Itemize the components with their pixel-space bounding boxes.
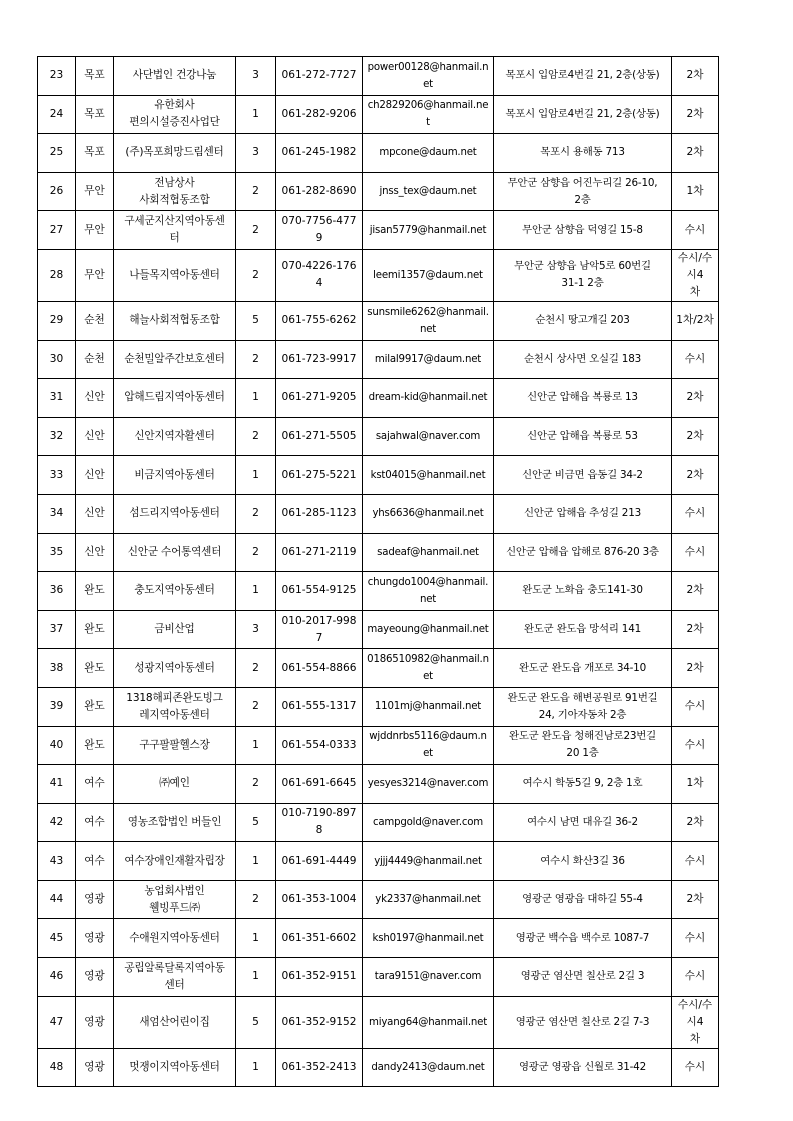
phone-cell: 010-2017-998 7 xyxy=(276,610,363,649)
email-cell: dandy2413@daum.net xyxy=(363,1048,494,1087)
region-cell: 목포 xyxy=(76,134,114,173)
address-cell: 신안군 압해읍 복룡로 53 xyxy=(494,417,672,456)
organization-name-cell: 구세군지산지역아동센 터 xyxy=(114,211,236,250)
count-cell: 1 xyxy=(236,379,276,418)
email-cell: chungdo1004@hanmail. net xyxy=(363,572,494,611)
email-cell: campgold@naver.com xyxy=(363,803,494,842)
organization-name-cell: 압해드림지역아동센터 xyxy=(114,379,236,418)
organization-name-cell: 영농조합법인 버들인 xyxy=(114,803,236,842)
row-number-cell: 37 xyxy=(38,610,76,649)
count-cell: 2 xyxy=(236,880,276,919)
address-cell: 신안군 압해읍 복룡로 13 xyxy=(494,379,672,418)
phone-cell: 061-271-5505 xyxy=(276,417,363,456)
region-cell: 영광 xyxy=(76,880,114,919)
row-number-cell: 30 xyxy=(38,340,76,379)
count-cell: 2 xyxy=(236,340,276,379)
email-cell: leemi1357@daum.net xyxy=(363,249,494,301)
table-row xyxy=(38,95,719,134)
region-cell: 순천 xyxy=(76,301,114,340)
table-row xyxy=(38,249,719,301)
round-cell: 2차 xyxy=(672,803,719,842)
row-number-cell: 45 xyxy=(38,919,76,958)
email-cell: jnss_tex@daum.net xyxy=(363,172,494,211)
region-cell: 여수 xyxy=(76,842,114,881)
phone-cell: 061-723-9917 xyxy=(276,340,363,379)
round-cell: 2차 xyxy=(672,95,719,134)
count-cell: 5 xyxy=(236,301,276,340)
organization-name-cell: 사단법인 건강나눔 xyxy=(114,57,236,96)
address-cell: 완도군 노화읍 충도141-30 xyxy=(494,572,672,611)
address-cell: 순천시 상사면 오실길 183 xyxy=(494,340,672,379)
row-number-cell: 33 xyxy=(38,456,76,495)
organization-name-cell: 섬드리지역아동센터 xyxy=(114,494,236,533)
organization-name-cell: 구구팔팔헬스장 xyxy=(114,726,236,765)
count-cell: 2 xyxy=(236,533,276,572)
organization-name-cell: 수애원지역아동센터 xyxy=(114,919,236,958)
address-cell: 영광군 영광읍 신월로 31-42 xyxy=(494,1048,672,1087)
organization-name-cell: ㈜예인 xyxy=(114,765,236,804)
row-number-cell: 48 xyxy=(38,1048,76,1087)
round-cell: 2차 xyxy=(672,134,719,173)
email-cell: miyang64@hanmail.net xyxy=(363,996,494,1048)
region-cell: 무안 xyxy=(76,172,114,211)
row-number-cell: 40 xyxy=(38,726,76,765)
region-cell: 신안 xyxy=(76,456,114,495)
phone-cell: 061-282-9206 xyxy=(276,95,363,134)
table-row xyxy=(38,456,719,495)
region-cell: 신안 xyxy=(76,417,114,456)
row-number-cell: 46 xyxy=(38,958,76,997)
row-number-cell: 29 xyxy=(38,301,76,340)
region-cell: 완도 xyxy=(76,572,114,611)
table-row xyxy=(38,533,719,572)
count-cell: 1 xyxy=(236,726,276,765)
email-cell: yjjj4449@hanmail.net xyxy=(363,842,494,881)
address-cell: 여수시 남면 대유길 36-2 xyxy=(494,803,672,842)
phone-cell: 061-691-4449 xyxy=(276,842,363,881)
count-cell: 1 xyxy=(236,919,276,958)
round-cell: 2차 xyxy=(672,417,719,456)
phone-cell: 061-554-8866 xyxy=(276,649,363,688)
table-row xyxy=(38,417,719,456)
table-row xyxy=(38,494,719,533)
count-cell: 3 xyxy=(236,134,276,173)
organization-name-cell: 새엄산어린이집 xyxy=(114,996,236,1048)
email-cell: kst04015@hanmail.net xyxy=(363,456,494,495)
email-cell: dream-kid@hanmail.net xyxy=(363,379,494,418)
round-cell: 수시/수시4 차 xyxy=(672,996,719,1048)
email-cell: sajahwal@naver.com xyxy=(363,417,494,456)
table-row xyxy=(38,996,719,1048)
organization-name-cell: 농업회사법인 웰빙푸드㈜ xyxy=(114,880,236,919)
table-row xyxy=(38,765,719,804)
address-cell: 완도군 완도읍 해변공원로 91번길 24, 기아자동차 2층 xyxy=(494,687,672,726)
row-number-cell: 39 xyxy=(38,687,76,726)
organization-name-cell: (주)목포희망드림센터 xyxy=(114,134,236,173)
phone-cell: 061-352-9152 xyxy=(276,996,363,1048)
region-cell: 영광 xyxy=(76,958,114,997)
count-cell: 2 xyxy=(236,649,276,688)
phone-cell: 061-755-6262 xyxy=(276,301,363,340)
address-cell: 영광군 영광읍 대하길 55-4 xyxy=(494,880,672,919)
email-cell: milal9917@daum.net xyxy=(363,340,494,379)
region-cell: 영광 xyxy=(76,919,114,958)
email-cell: mpcone@daum.net xyxy=(363,134,494,173)
count-cell: 2 xyxy=(236,172,276,211)
count-cell: 2 xyxy=(236,211,276,250)
address-cell: 완도군 완도읍 청해진남로23번길 20 1층 xyxy=(494,726,672,765)
organization-table xyxy=(37,56,719,1087)
address-cell: 영광군 염산면 칠산로 2길 3 xyxy=(494,958,672,997)
round-cell: 수시 xyxy=(672,1048,719,1087)
phone-cell: 061-352-9151 xyxy=(276,958,363,997)
row-number-cell: 25 xyxy=(38,134,76,173)
organization-name-cell: 충도지역아동센터 xyxy=(114,572,236,611)
address-cell: 영광군 백수읍 백수로 1087-7 xyxy=(494,919,672,958)
table-row xyxy=(38,57,719,96)
phone-cell: 061-554-0333 xyxy=(276,726,363,765)
count-cell: 1 xyxy=(236,456,276,495)
count-cell: 3 xyxy=(236,610,276,649)
row-number-cell: 32 xyxy=(38,417,76,456)
address-cell: 신안군 비금면 읍동길 34-2 xyxy=(494,456,672,495)
round-cell: 수시 xyxy=(672,958,719,997)
email-cell: jisan5779@hanmail.net xyxy=(363,211,494,250)
round-cell: 2차 xyxy=(672,880,719,919)
phone-cell: 070-4226-176 4 xyxy=(276,249,363,301)
table-row xyxy=(38,687,719,726)
count-cell: 2 xyxy=(236,494,276,533)
count-cell: 1 xyxy=(236,958,276,997)
region-cell: 무안 xyxy=(76,211,114,250)
table-row xyxy=(38,803,719,842)
round-cell: 수시 xyxy=(672,687,719,726)
phone-cell: 061-282-8690 xyxy=(276,172,363,211)
count-cell: 2 xyxy=(236,687,276,726)
region-cell: 완도 xyxy=(76,687,114,726)
round-cell: 2차 xyxy=(672,57,719,96)
address-cell: 신안군 압해읍 압해로 876-20 3층 xyxy=(494,533,672,572)
phone-cell: 061-272-7727 xyxy=(276,57,363,96)
organization-name-cell: 공립알록달록지역아동 센터 xyxy=(114,958,236,997)
phone-cell: 010-7190-897 8 xyxy=(276,803,363,842)
email-cell: power00128@hanmail.n et xyxy=(363,57,494,96)
region-cell: 신안 xyxy=(76,379,114,418)
table-row xyxy=(38,842,719,881)
phone-cell: 061-285-1123 xyxy=(276,494,363,533)
region-cell: 완도 xyxy=(76,726,114,765)
row-number-cell: 44 xyxy=(38,880,76,919)
round-cell: 1차 xyxy=(672,765,719,804)
address-cell: 완도군 완도읍 망석리 141 xyxy=(494,610,672,649)
organization-name-cell: 순천밀알주간보호센터 xyxy=(114,340,236,379)
address-cell: 여수시 학동5길 9, 2층 1호 xyxy=(494,765,672,804)
email-cell: 0186510982@hanmail.n et xyxy=(363,649,494,688)
organization-name-cell: 신안군 수어통역센터 xyxy=(114,533,236,572)
round-cell: 수시 xyxy=(672,494,719,533)
email-cell: ksh0197@hanmail.net xyxy=(363,919,494,958)
table-row xyxy=(38,340,719,379)
address-cell: 목포시 입암로4번길 21, 2층(상동) xyxy=(494,57,672,96)
phone-cell: 061-275-5221 xyxy=(276,456,363,495)
round-cell: 1차/2차 xyxy=(672,301,719,340)
email-cell: wjddnrbs5116@daum.n et xyxy=(363,726,494,765)
organization-name-cell: 해늘사회적협동조합 xyxy=(114,301,236,340)
organization-name-cell: 금비산업 xyxy=(114,610,236,649)
round-cell: 2차 xyxy=(672,610,719,649)
phone-cell: 061-351-6602 xyxy=(276,919,363,958)
row-number-cell: 41 xyxy=(38,765,76,804)
phone-cell: 061-271-9205 xyxy=(276,379,363,418)
address-cell: 여수시 화산3길 36 xyxy=(494,842,672,881)
region-cell: 영광 xyxy=(76,1048,114,1087)
count-cell: 3 xyxy=(236,57,276,96)
phone-cell: 061-352-2413 xyxy=(276,1048,363,1087)
address-cell: 무안군 삼향읍 남악5로 60번길 31-1 2층 xyxy=(494,249,672,301)
round-cell: 1차 xyxy=(672,172,719,211)
count-cell: 1 xyxy=(236,842,276,881)
row-number-cell: 38 xyxy=(38,649,76,688)
email-cell: yk2337@hanmail.net xyxy=(363,880,494,919)
region-cell: 순천 xyxy=(76,340,114,379)
row-number-cell: 36 xyxy=(38,572,76,611)
region-cell: 목포 xyxy=(76,95,114,134)
region-cell: 여수 xyxy=(76,803,114,842)
address-cell: 목포시 입암로4번길 21, 2층(상동) xyxy=(494,95,672,134)
row-number-cell: 26 xyxy=(38,172,76,211)
organization-name-cell: 1318해피존완도빙그 레지역아동센터 xyxy=(114,687,236,726)
phone-cell: 061-271-2119 xyxy=(276,533,363,572)
count-cell: 1 xyxy=(236,1048,276,1087)
round-cell: 수시 xyxy=(672,533,719,572)
round-cell: 2차 xyxy=(672,456,719,495)
organization-name-cell: 비금지역아동센터 xyxy=(114,456,236,495)
email-cell: yesyes3214@naver.com xyxy=(363,765,494,804)
address-cell: 영광군 염산면 칠산로 2길 7-3 xyxy=(494,996,672,1048)
organization-name-cell: 성광지역아동센터 xyxy=(114,649,236,688)
address-cell: 완도군 완도읍 개포로 34-10 xyxy=(494,649,672,688)
row-number-cell: 28 xyxy=(38,249,76,301)
round-cell: 2차 xyxy=(672,649,719,688)
email-cell: ch2829206@hanmail.ne t xyxy=(363,95,494,134)
email-cell: sunsmile6262@hanmail. net xyxy=(363,301,494,340)
organization-name-cell: 여수장애인재활자립장 xyxy=(114,842,236,881)
region-cell: 목포 xyxy=(76,57,114,96)
address-cell: 목포시 용해동 713 xyxy=(494,134,672,173)
round-cell: 수시 xyxy=(672,340,719,379)
organization-name-cell: 멋쟁이지역아동센터 xyxy=(114,1048,236,1087)
table-row xyxy=(38,919,719,958)
round-cell: 수시 xyxy=(672,726,719,765)
region-cell: 완도 xyxy=(76,610,114,649)
email-cell: mayeoung@hanmail.net xyxy=(363,610,494,649)
round-cell: 수시/수시4 차 xyxy=(672,249,719,301)
row-number-cell: 42 xyxy=(38,803,76,842)
round-cell: 수시 xyxy=(672,842,719,881)
email-cell: yhs6636@hanmail.net xyxy=(363,494,494,533)
region-cell: 신안 xyxy=(76,533,114,572)
row-number-cell: 31 xyxy=(38,379,76,418)
organization-name-cell: 나들목지역아동센터 xyxy=(114,249,236,301)
round-cell: 2차 xyxy=(672,572,719,611)
email-cell: tara9151@naver.com xyxy=(363,958,494,997)
round-cell: 2차 xyxy=(672,379,719,418)
phone-cell: 070-7756-477 9 xyxy=(276,211,363,250)
row-number-cell: 43 xyxy=(38,842,76,881)
row-number-cell: 27 xyxy=(38,211,76,250)
address-cell: 무안군 삼향읍 덕영길 15-8 xyxy=(494,211,672,250)
region-cell: 완도 xyxy=(76,649,114,688)
row-number-cell: 47 xyxy=(38,996,76,1048)
region-cell: 신안 xyxy=(76,494,114,533)
address-cell: 신안군 압해읍 추성길 213 xyxy=(494,494,672,533)
phone-cell: 061-353-1004 xyxy=(276,880,363,919)
count-cell: 5 xyxy=(236,803,276,842)
table-row xyxy=(38,958,719,997)
count-cell: 2 xyxy=(236,417,276,456)
region-cell: 영광 xyxy=(76,996,114,1048)
table-row xyxy=(38,726,719,765)
table-row xyxy=(38,379,719,418)
count-cell: 2 xyxy=(236,765,276,804)
row-number-cell: 34 xyxy=(38,494,76,533)
email-cell: 1101mj@hanmail.net xyxy=(363,687,494,726)
table-row xyxy=(38,211,719,250)
row-number-cell: 24 xyxy=(38,95,76,134)
phone-cell: 061-555-1317 xyxy=(276,687,363,726)
count-cell: 2 xyxy=(236,249,276,301)
table-row xyxy=(38,172,719,211)
phone-cell: 061-554-9125 xyxy=(276,572,363,611)
count-cell: 1 xyxy=(236,572,276,611)
address-cell: 순천시 땅고개길 203 xyxy=(494,301,672,340)
table-body xyxy=(38,57,719,1087)
round-cell: 수시 xyxy=(672,211,719,250)
table-row xyxy=(38,1048,719,1087)
table-row xyxy=(38,572,719,611)
row-number-cell: 35 xyxy=(38,533,76,572)
phone-cell: 061-245-1982 xyxy=(276,134,363,173)
organization-name-cell: 신안지역자활센터 xyxy=(114,417,236,456)
round-cell: 수시 xyxy=(672,919,719,958)
email-cell: sadeaf@hanmail.net xyxy=(363,533,494,572)
table-row xyxy=(38,301,719,340)
region-cell: 무안 xyxy=(76,249,114,301)
table-row xyxy=(38,880,719,919)
table-row xyxy=(38,649,719,688)
table-row xyxy=(38,134,719,173)
phone-cell: 061-691-6645 xyxy=(276,765,363,804)
count-cell: 1 xyxy=(236,95,276,134)
address-cell: 무안군 삼향읍 어진누리길 26-10, 2층 xyxy=(494,172,672,211)
row-number-cell: 23 xyxy=(38,57,76,96)
organization-name-cell: 전남상사 사회적협동조합 xyxy=(114,172,236,211)
count-cell: 5 xyxy=(236,996,276,1048)
region-cell: 여수 xyxy=(76,765,114,804)
organization-name-cell: 유한회사 편의시설증진사업단 xyxy=(114,95,236,134)
table-row xyxy=(38,610,719,649)
